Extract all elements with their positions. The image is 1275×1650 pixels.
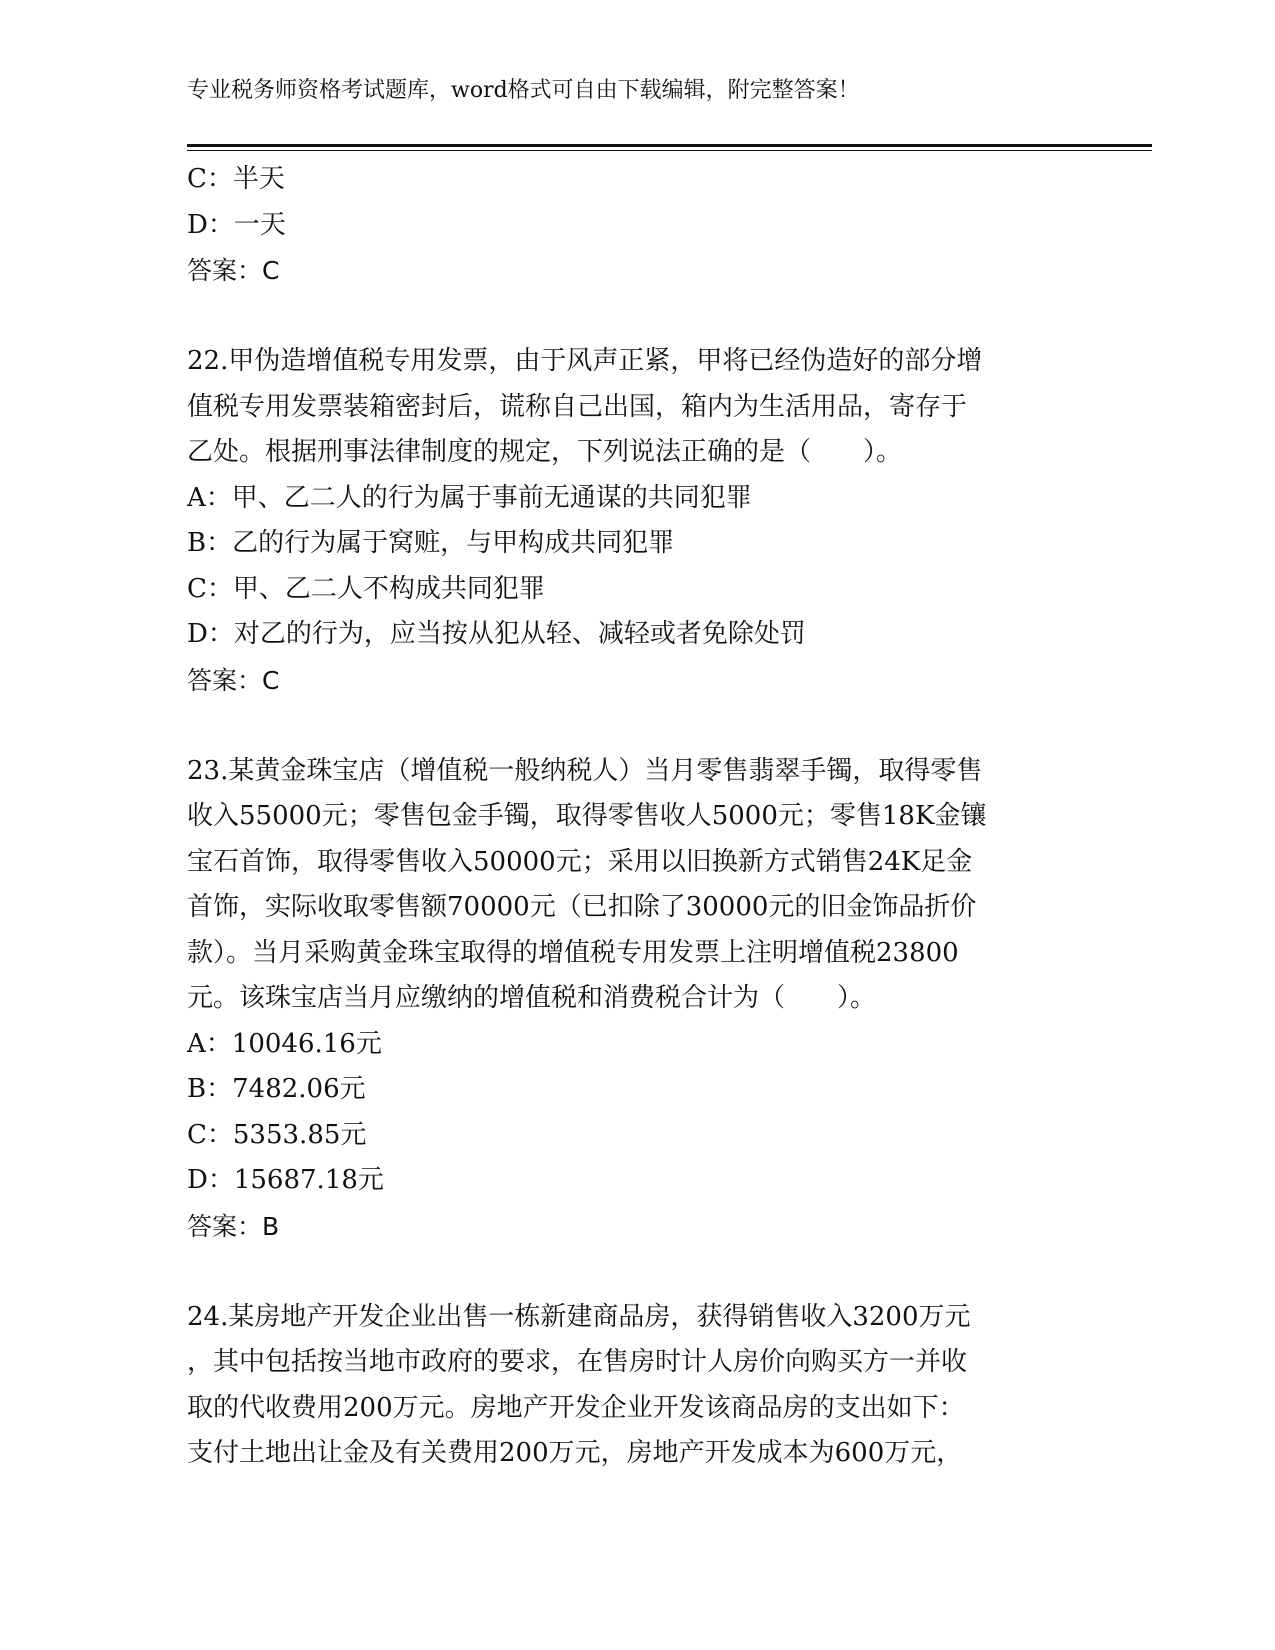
q24-stem-line-3: 取的代收费用200万元。房地产开发企业开发该商品房的支出如下： — [187, 1392, 965, 1423]
q22-stem-line-2: 值税专用发票装箱密封后，谎称自己出国，箱内为生活用品，寄存于 — [187, 391, 968, 422]
q22-stem-line-1: 22.甲伪造增值税专用发票，由于风声正紧，甲将已经伪造好的部分增 — [187, 346, 983, 376]
q24-stem-line-2: ，其中包括按当地市政府的要求，在售房时计人房价向购买方一并收 — [187, 1347, 968, 1377]
q21-answer: 答案：C — [187, 256, 280, 285]
q23-stem-line-3: 宝石首饰，取得零售收入50000元；采用以旧换新方式销售24K足金 — [187, 846, 973, 877]
q21-option-d: D：一天 — [187, 209, 286, 240]
q23-stem-line-5: 款）。当月采购黄金珠宝取得的增值税专用发票上注明增值税23800 — [187, 937, 959, 968]
q23-stem-line-1: 23.某黄金珠宝店（增值税一般纳税人）当月零售翡翠手镯，取得零售 — [187, 755, 983, 786]
q22-stem-line-3: 乙处。根据刑事法律制度的规定，下列说法正确的是（ ）。 — [187, 437, 903, 467]
q23-stem-line-4: 首饰，实际收取零售额70000元（已扣除了30000元的旧金饰品折价 — [187, 892, 977, 922]
q23-option-b: B：7482.06元 — [187, 1074, 366, 1104]
header-rule-thick — [187, 144, 1152, 147]
q24-stem-line-1: 24.某房地产开发企业出售一栋新建商品房，获得销售收入3200万元 — [187, 1301, 971, 1332]
header-rule-thin — [187, 150, 1152, 151]
spacer — [187, 1249, 1087, 1295]
q21-option-c: C：半天 — [187, 164, 285, 194]
q22-option-a: A：甲、乙二人的行为属于事前无通谋的共同犯罪 — [187, 482, 752, 513]
q22-option-b: B：乙的行为属于窝赃，与甲构成共同犯罪 — [187, 528, 675, 558]
q22-option-c: C：甲、乙二人不构成共同犯罪 — [187, 573, 545, 604]
document-body — [187, 157, 1087, 1477]
q24-stem-line-4: 支付土地出让金及有关费用200万元，房地产开发成本为600万元， — [187, 1438, 963, 1468]
q22-option-d: D：对乙的行为，应当按从犯从轻、减轻或者免除处罚 — [187, 619, 806, 649]
spacer — [187, 294, 1087, 340]
q23-stem-line-6: 元。该珠宝店当月应缴纳的增值税和消费税合计为（ ）。 — [187, 983, 877, 1013]
page-header: 专业税务师资格考试题库，word格式可自由下载编辑，附完整答案！ — [187, 78, 860, 103]
q23-option-d: D：15687.18元 — [187, 1165, 384, 1195]
q23-stem-line-2: 收入55000元；零售包金手镯，取得零售收人5000元；零售18K金镶 — [187, 801, 987, 831]
q23-answer: 答案：B — [187, 1211, 280, 1241]
q22-answer: 答案：C — [187, 665, 280, 695]
q23-option-c: C：5353.85元 — [187, 1119, 367, 1150]
q23-option-a: A：10046.16元 — [187, 1028, 382, 1059]
spacer — [187, 703, 1087, 749]
